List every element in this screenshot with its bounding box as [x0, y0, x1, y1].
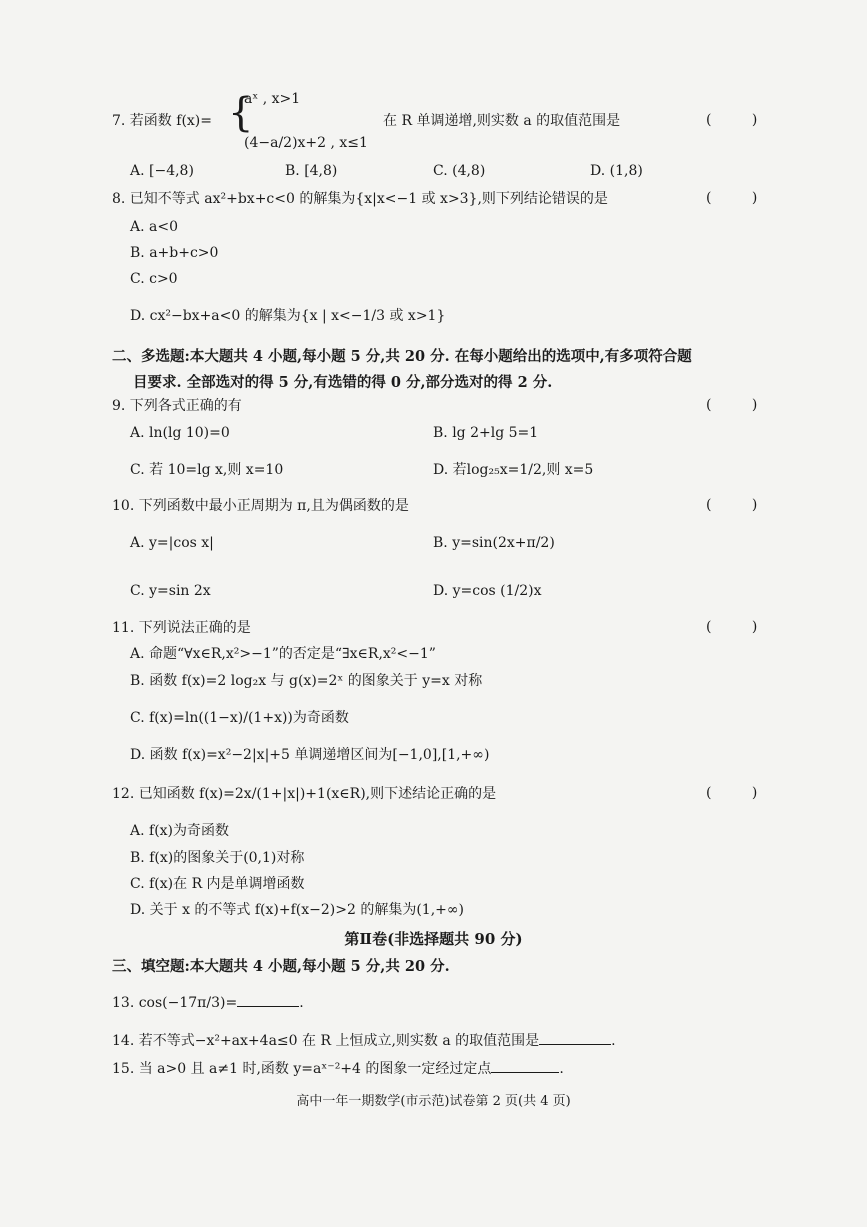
- q15-line: [112, 1058, 564, 1078]
- q7-piece-top: aˣ , x>1: [244, 91, 301, 107]
- q13-period: .: [299, 995, 304, 1011]
- q15-text: 15. 当 a>0 且 a≠1 时,函数 y=aˣ⁻²+4 的图象一定经过定点: [112, 1061, 492, 1077]
- q9-stem: 9. 下列各式正确的有: [112, 398, 242, 414]
- q13-line: [112, 992, 304, 1012]
- q8-option-d: D. cx²−bx+a<0 的解集为{x | x<−1/3 或 x>1}: [130, 308, 446, 324]
- q9-answer-bracket: ( ): [706, 397, 776, 413]
- section2-instruction-line1: 二、多选题:本大题共 4 小题,每小题 5 分,共 20 分. 在每小题给出的选项中,有多项符合题: [112, 348, 692, 365]
- page-footer: 高中一年一期数学(市示范)试卷第 2 页(共 4 页): [296, 1094, 571, 1109]
- q13-answer-blank[interactable]: [237, 992, 299, 1007]
- q11-answer-bracket: ( ): [706, 619, 776, 635]
- q10-option-a: A. y=|cos x|: [130, 535, 214, 551]
- q10-option-b: B. y=sin(2x+π/2): [433, 535, 555, 551]
- q14-answer-blank[interactable]: [539, 1030, 611, 1045]
- q7-brace: {: [228, 90, 254, 136]
- q9-option-c: C. 若 10=lg x,则 x=10: [130, 462, 284, 478]
- q10-option-d: D. y=cos (1/2)x: [433, 583, 542, 599]
- q10-option-c: C. y=sin 2x: [130, 583, 211, 599]
- q8-option-a: A. a<0: [130, 219, 178, 235]
- q7-piece-bottom: (4−a/2)x+2 , x≤1: [244, 135, 368, 151]
- section2-instruction-line2: 目要求. 全部选对的得 5 分,有选错的得 0 分,部分选对的得 2 分.: [133, 374, 553, 391]
- q12-option-c: C. f(x)在 R 内是单调增函数: [130, 876, 305, 892]
- q11-option-b: B. 函数 f(x)=2 log₂x 与 g(x)=2ˣ 的图象关于 y=x 对称: [130, 673, 483, 689]
- q7-option-b: B. [4,8): [285, 163, 338, 179]
- q7-option-c: C. (4,8): [433, 163, 486, 179]
- q8-answer-bracket: ( ): [706, 190, 776, 206]
- q12-stem: 12. 已知函数 f(x)=2x/(1+|x|)+1(x∈R),则下述结论正确的是: [112, 786, 497, 802]
- q8-option-c: C. c>0: [130, 271, 178, 287]
- q7-answer-bracket: ( ): [706, 112, 776, 128]
- q8-stem: 8. 已知不等式 ax²+bx+c<0 的解集为{x|x<−1 或 x>3},则下列结论错误的是: [112, 191, 608, 207]
- section3-instruction: 三、填空题:本大题共 4 小题,每小题 5 分,共 20 分.: [112, 958, 450, 975]
- q15-answer-blank[interactable]: [491, 1058, 559, 1073]
- q9-option-d: D. 若log₂₅x=1/2,则 x=5: [433, 462, 594, 478]
- q13-text: 13. cos(−17π/3)=: [112, 995, 238, 1011]
- q12-answer-bracket: ( ): [706, 785, 776, 801]
- q7-option-d: D. (1,8): [590, 163, 643, 179]
- q11-stem: 11. 下列说法正确的是: [112, 620, 251, 636]
- q12-option-b: B. f(x)的图象关于(0,1)对称: [130, 850, 305, 866]
- q14-period: .: [611, 1033, 616, 1049]
- q7-stem-pre: 7. 若函数 f(x)=: [112, 113, 212, 129]
- q7-stem-post: 在 R 单调递增,则实数 a 的取值范围是: [383, 113, 621, 129]
- q15-period: .: [559, 1061, 564, 1077]
- q11-option-d: D. 函数 f(x)=x²−2|x|+5 单调递增区间为[−1,0],[1,+∞): [130, 747, 490, 763]
- q9-option-a: A. ln(lg 10)=0: [130, 425, 230, 441]
- q10-stem: 10. 下列函数中最小正周期为 π,且为偶函数的是: [112, 498, 409, 514]
- q11-option-c: C. f(x)=ln((1−x)/(1+x))为奇函数: [130, 710, 349, 726]
- q8-option-b: B. a+b+c>0: [130, 245, 219, 261]
- q12-option-a: A. f(x)为奇函数: [130, 823, 230, 839]
- q12-option-d: D. 关于 x 的不等式 f(x)+f(x−2)>2 的解集为(1,+∞): [130, 902, 465, 918]
- q7-option-a: A. [−4,8): [130, 163, 194, 179]
- part2-title: 第Ⅱ卷(非选择题共 90 分): [344, 930, 523, 948]
- q9-option-b: B. lg 2+lg 5=1: [433, 425, 539, 441]
- q11-option-a: A. 命题“∀x∈R,x²>−1”的否定是“∃x∈R,x²<−1”: [130, 646, 436, 662]
- q10-answer-bracket: ( ): [706, 497, 776, 513]
- q14-text: 14. 若不等式−x²+ax+4a≤0 在 R 上恒成立,则实数 a 的取值范围是: [112, 1033, 540, 1049]
- q14-line: [112, 1030, 616, 1050]
